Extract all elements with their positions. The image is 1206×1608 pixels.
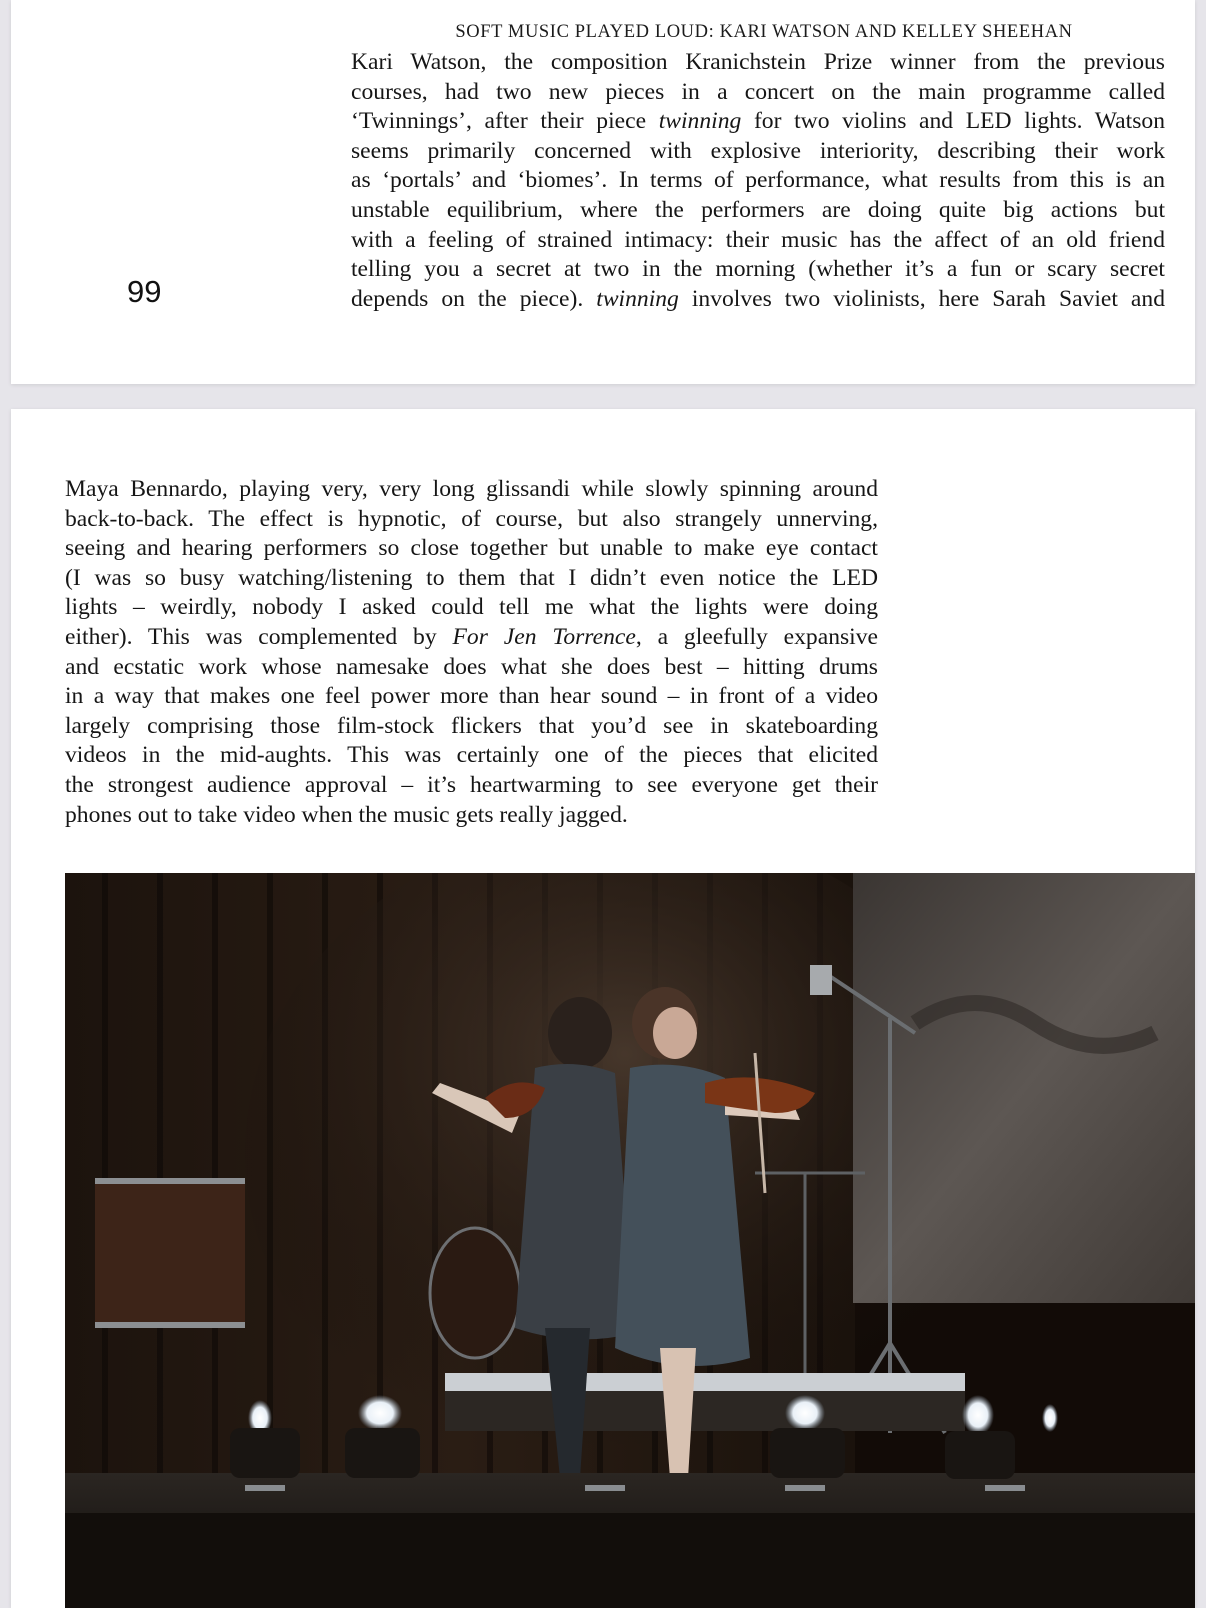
running-head: SOFT MUSIC PLAYED LOUD: KARI WATSON AND KELLEY SHEEHAN xyxy=(455,22,1073,42)
text-line: back-to-back. The effect is hypnotic, of course, but also strangely unnerving, xyxy=(65,505,878,532)
italic-title: For Jen Torrence xyxy=(452,623,636,650)
text-line: the strongest audience approval – it’s heartwarming to see everyone get their xyxy=(65,771,878,798)
text-line: and ecstatic work whose namesake does what she does best – hitting drums xyxy=(65,653,878,680)
text-line: either). This was complemented by For Jen Torrence, a gleefully expansive xyxy=(65,623,878,650)
bass-drum xyxy=(95,1178,245,1328)
body-text-bottom xyxy=(65,475,878,830)
text-line: ‘Twinnings’, after their piece twinning for two violins and LED lights. Watson xyxy=(351,108,1165,135)
text-line: courses, had two new pieces in a concert on the main programme called xyxy=(351,78,1165,105)
text-line: with a feeling of strained intimacy: their music has the affect of an old friend xyxy=(351,226,1165,253)
page-number: 99 xyxy=(127,274,162,309)
text-line: lights – weirdly, nobody I asked could tell me what the lights were doing xyxy=(65,594,878,621)
italic-title: twinning xyxy=(596,285,679,312)
body-text-top xyxy=(351,48,1165,314)
concert-photo-illustration xyxy=(65,873,1195,1608)
text-line: phones out to take video when the music gets really jagged. xyxy=(65,801,628,828)
projection-screen xyxy=(853,873,1195,1303)
italic-title: twinning xyxy=(658,108,742,135)
text-line: seeing and hearing performers so close together but unable to make eye contact xyxy=(65,535,878,562)
text-line: as ‘portals’ and ‘biomes’. In terms of performance, what results from this is an xyxy=(351,167,1165,194)
page-bottom xyxy=(11,409,1195,1608)
text-line: seems primarily concerned with explosive interiority, describing their work xyxy=(351,137,1165,164)
text-line: unstable equilibrium, where the performers are doing quite big actions but xyxy=(351,196,1165,223)
text-line: Kari Watson, the composition Kranichstein Prize winner from the previous xyxy=(351,49,1165,75)
text-line: largely comprising those film-stock flickers that you’d see in skateboarding xyxy=(65,712,878,739)
stage-riser xyxy=(445,1373,965,1393)
text-line: videos in the mid-aughts. This was certainly one of the pieces that elicited xyxy=(65,742,878,769)
text-line: (I was so busy watching/listening to them that I didn’t even notice the LED xyxy=(65,564,878,591)
text-line: in a way that makes one feel power more than hear sound – in front of a video xyxy=(65,683,878,710)
concert-photo xyxy=(65,873,1195,1608)
text-line: telling you a secret at two in the morning (whether it’s a fun or scary secret xyxy=(351,256,1165,283)
text-line: depends on the piece). twinning involves two violinists, here Sarah Saviet and xyxy=(351,285,1165,312)
text-line: Maya Bennardo, playing very, very long glissandi while slowly spinning around xyxy=(65,476,878,502)
page-top xyxy=(11,0,1195,384)
